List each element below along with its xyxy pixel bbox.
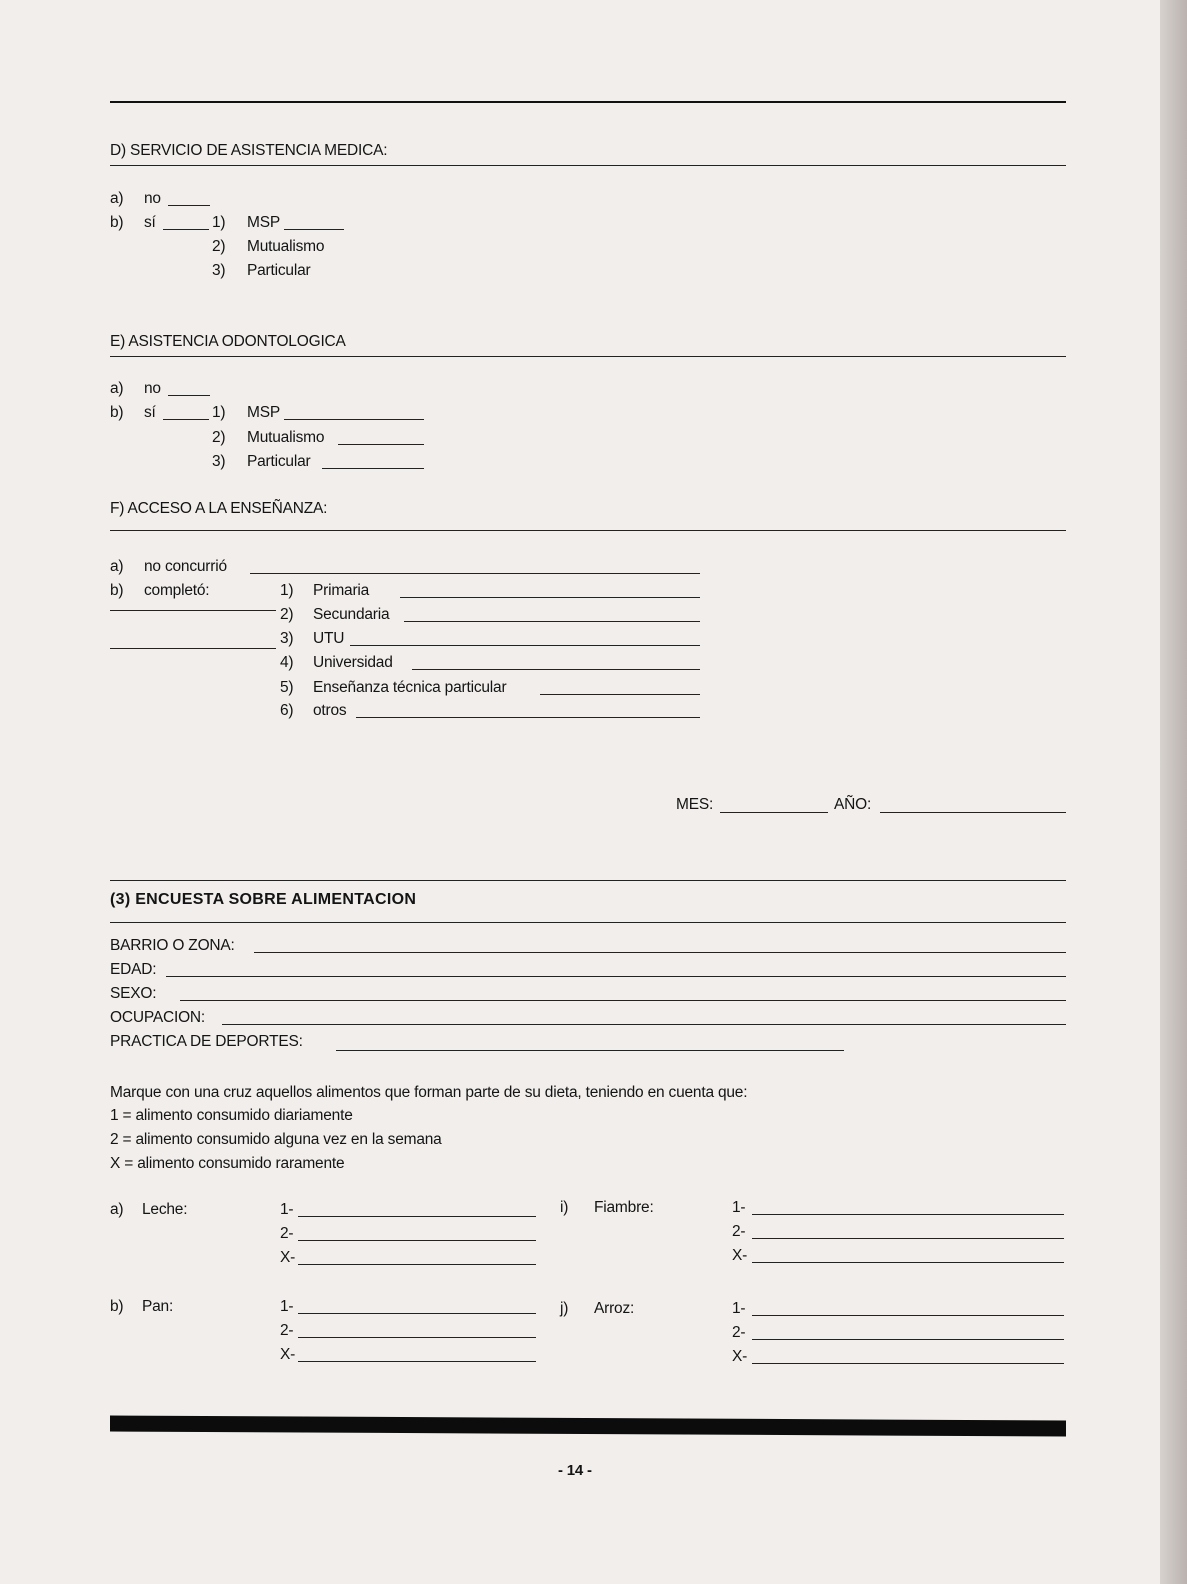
ocupacion-line	[222, 1024, 1066, 1025]
food-option: X-	[732, 1348, 748, 1365]
page-edge	[1160, 0, 1187, 1584]
d-opt1-line	[284, 229, 344, 230]
survey-title: (3) ENCUESTA SOBRE ALIMENTACION	[110, 891, 417, 908]
food-name: Pan:	[142, 1298, 174, 1315]
f-level-label: Primaria	[313, 582, 370, 599]
f-level-num: 4)	[280, 654, 294, 671]
f-a-letter: a)	[110, 558, 124, 575]
food-option: 2-	[280, 1225, 294, 1242]
f-a-label: no concurrió	[144, 558, 227, 575]
deportes-line	[336, 1050, 844, 1051]
d-b-label: sí	[144, 214, 156, 231]
e-b-label: sí	[144, 404, 156, 421]
f-level-line	[540, 694, 700, 695]
d-opt3-num: 3)	[212, 262, 226, 279]
food-option-line	[752, 1262, 1064, 1263]
d-opt1-num: 1)	[212, 214, 226, 231]
e-opt1-num: 1)	[212, 404, 226, 421]
f-level-num: 2)	[280, 606, 294, 623]
f-a-line	[250, 573, 700, 574]
e-opt3-line	[322, 468, 424, 469]
divider	[110, 356, 1066, 357]
legend-item: 2 = alimento consumido alguna vez en la semana	[110, 1131, 442, 1148]
e-a-label: no	[144, 380, 161, 397]
food-letter: a)	[110, 1201, 124, 1218]
top-rule	[110, 101, 1066, 103]
f-level-label: Enseñanza técnica particular	[313, 679, 507, 696]
sexo-label: SEXO:	[110, 985, 157, 1002]
food-option-line	[752, 1339, 1064, 1340]
f-b-letter: b)	[110, 582, 124, 599]
f-level-num: 3)	[280, 630, 294, 647]
d-opt3-label: Particular	[247, 262, 311, 279]
f-level-label: UTU	[313, 630, 345, 647]
barrio-line	[254, 952, 1066, 953]
food-name: Leche:	[142, 1201, 188, 1218]
food-letter: j)	[560, 1300, 569, 1317]
f-level-line	[400, 597, 700, 598]
section-f-title: F) ACCESO A LA ENSEÑANZA:	[110, 500, 328, 517]
d-a-letter: a)	[110, 190, 124, 207]
food-option-line	[752, 1238, 1064, 1239]
f-level-line	[356, 717, 700, 718]
e-opt1-label: MSP	[247, 404, 280, 421]
food-option: X-	[280, 1346, 296, 1363]
food-letter: i)	[560, 1199, 569, 1216]
divider	[110, 922, 1066, 923]
food-option: X-	[280, 1249, 296, 1266]
food-option: 1-	[280, 1298, 294, 1315]
f-level-label: Secundaria	[313, 606, 390, 623]
food-option: 1-	[732, 1199, 746, 1216]
mes-line	[720, 812, 828, 813]
f-level-line	[404, 621, 700, 622]
edad-label: EDAD:	[110, 961, 157, 978]
e-opt3-label: Particular	[247, 453, 311, 470]
food-option-line	[298, 1264, 536, 1265]
f-level-line	[412, 669, 700, 670]
e-opt2-line	[338, 444, 424, 445]
page-number: - 14 -	[558, 1462, 592, 1479]
food-name: Arroz:	[594, 1300, 635, 1317]
e-opt2-label: Mutualismo	[247, 429, 325, 446]
section-d-title: D) SERVICIO DE ASISTENCIA MEDICA:	[110, 142, 388, 159]
e-b-letter: b)	[110, 404, 124, 421]
edad-line	[166, 976, 1066, 977]
f-level-num: 5)	[280, 679, 294, 696]
food-option-line	[752, 1315, 1064, 1316]
f-level-num: 6)	[280, 702, 294, 719]
instruction-text: Marque con una cruz aquellos alimentos que forman parte de su dieta, teniendo en cuenta que:	[110, 1084, 748, 1101]
d-b-line	[163, 229, 209, 230]
divider	[110, 880, 1066, 881]
food-option-line	[752, 1363, 1064, 1364]
food-option: X-	[732, 1247, 748, 1264]
e-opt3-num: 3)	[212, 453, 226, 470]
d-opt1-label: MSP	[247, 214, 280, 231]
e-b-line	[163, 419, 209, 420]
legend-item: X = alimento consumido raramente	[110, 1155, 345, 1172]
e-opt1-line	[284, 419, 424, 420]
e-opt2-num: 2)	[212, 429, 226, 446]
food-option: 1-	[732, 1300, 746, 1317]
f-level-num: 1)	[280, 582, 294, 599]
f-level-line	[350, 645, 700, 646]
food-option-line	[298, 1337, 536, 1338]
food-name: Fiambre:	[594, 1199, 654, 1216]
food-option: 2-	[732, 1324, 746, 1341]
e-a-line	[168, 395, 210, 396]
food-option-line	[298, 1240, 536, 1241]
food-option-line	[752, 1214, 1064, 1215]
f-left-line	[110, 610, 276, 611]
f-level-label: otros	[313, 702, 347, 719]
food-option-line	[298, 1216, 536, 1217]
barrio-label: BARRIO O ZONA:	[110, 937, 235, 954]
d-a-label: no	[144, 190, 161, 207]
sexo-line	[180, 1000, 1066, 1001]
anio-line	[880, 812, 1066, 813]
mes-label: MES:	[676, 796, 714, 813]
anio-label: AÑO:	[834, 796, 872, 813]
ocupacion-label: OCUPACION:	[110, 1009, 206, 1026]
legend-item: 1 = alimento consumido diariamente	[110, 1107, 353, 1124]
d-opt2-num: 2)	[212, 238, 226, 255]
divider	[110, 530, 1066, 531]
e-a-letter: a)	[110, 380, 124, 397]
d-opt2-label: Mutualismo	[247, 238, 325, 255]
section-e-title: E) ASISTENCIA ODONTOLOGICA	[110, 333, 346, 350]
d-b-letter: b)	[110, 214, 124, 231]
food-letter: b)	[110, 1298, 124, 1315]
d-a-line	[168, 205, 210, 206]
food-option-line	[298, 1361, 536, 1362]
divider	[110, 165, 1066, 166]
f-left-line	[110, 648, 276, 649]
food-option: 2-	[280, 1322, 294, 1339]
deportes-label: PRACTICA DE DEPORTES:	[110, 1033, 303, 1050]
food-option: 1-	[280, 1201, 294, 1218]
f-b-label: completó:	[144, 582, 210, 599]
f-level-label: Universidad	[313, 654, 393, 671]
food-option: 2-	[732, 1223, 746, 1240]
bottom-rule	[110, 1415, 1066, 1436]
food-option-line	[298, 1313, 536, 1314]
